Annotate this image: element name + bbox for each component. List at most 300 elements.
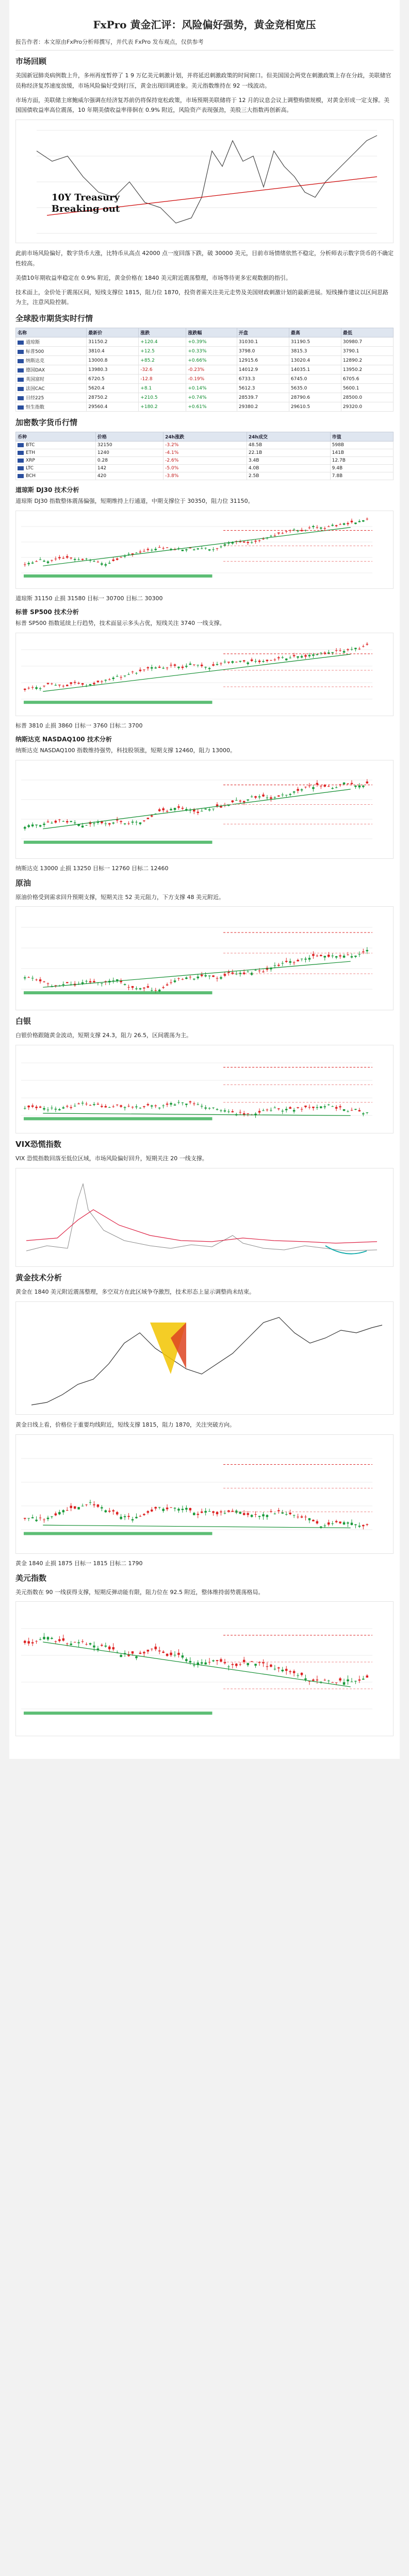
candle-body [139,1653,141,1654]
flag-icon [18,350,24,354]
candle-body [124,675,126,676]
candle-body [31,1106,34,1107]
candle-body [289,1513,291,1514]
table-header-cell: 最高 [289,328,341,337]
table-cell: 3.4B [247,457,330,465]
candle-body [312,1519,314,1521]
section-heading-usd: 美元指数 [15,1573,47,1583]
table-header-cell: 涨跌 [139,328,186,337]
table-cell: 6720.5 [87,375,139,384]
support-band [24,1532,212,1535]
candle-body [285,1109,287,1111]
candle-body [43,561,45,562]
candle-body [81,1103,84,1104]
support-band [24,1712,212,1715]
candle-body [24,1518,26,1519]
candle-body [112,1647,114,1649]
candle-body [282,533,284,534]
candle-body [108,679,110,680]
article-meta: 报告作者：本文原由FxPro分析师撰写，并代表 FxPro 发布观点，仅供参考 [15,38,394,50]
candle-body [324,652,326,653]
candle-body [285,1669,287,1671]
section-heading-crypto: 加密数字货币行情 [15,418,78,428]
candle-body [262,661,264,662]
candle-body [166,1104,168,1105]
candle-body [77,1507,79,1510]
table-cell: -32.6 [139,365,186,375]
candle-body [139,989,141,990]
dow-chart-svg [16,511,393,588]
candle-body [132,986,134,988]
candle-body [277,1109,280,1110]
candle-body [85,1504,87,1505]
table-cell: 5612.3 [237,384,289,393]
candle-body [77,1642,79,1643]
table-row [16,449,394,457]
table-cell: -3.8% [163,472,247,480]
candle-body [212,1660,214,1662]
table-cell: 142 [95,465,163,472]
candle-body [189,1101,191,1103]
candle-body [204,975,206,976]
table-row [16,337,394,347]
candle-body [362,1524,364,1526]
section-heading-vix: VIX恐慌指数 [15,1140,61,1149]
candle-body [81,982,84,984]
candle-body [289,657,291,658]
table-cell: BTC [16,442,96,449]
candle-body [101,1106,103,1107]
table-cell: -0.19% [186,375,237,384]
candle-body [208,668,210,669]
candle-body [74,682,76,683]
candle-body [70,1107,72,1108]
candle-body [24,1108,26,1109]
candle-body [293,1671,295,1673]
candle-body [120,1517,122,1519]
table-cell: 6745.0 [289,375,341,384]
ndx-chart-svg [16,760,393,858]
table-cell: 5620.4 [87,384,139,393]
candle-body [204,1663,206,1665]
candle-body [247,799,249,800]
candle-body [208,549,210,550]
candle-body [101,1645,103,1646]
table-cell: -2.6% [163,457,247,465]
candle-body [277,795,280,796]
candle-body [93,1504,95,1505]
candle-body [293,1110,295,1112]
candle-body [304,959,306,960]
candle-body [108,823,110,824]
table-row [16,347,394,356]
candle-body [289,961,291,963]
candle-body [224,1111,226,1112]
candle-body [39,1639,41,1640]
candle-body [108,1511,110,1512]
dow-chart [15,511,394,589]
candle-body [282,1512,284,1513]
flag-icon [18,474,24,478]
table-cell: +12.5 [139,347,186,356]
table-cell: 30980.7 [341,337,393,347]
candle-body [74,1106,76,1107]
candle-body [112,560,114,561]
candle-body [247,542,249,543]
candle-body [324,956,326,958]
candle-body [308,958,310,960]
treasury-chart-legend: 10Y Treasury Breaking out [51,192,120,214]
candle-body [204,808,206,809]
table-cell: 31030.1 [237,337,289,347]
candle-body [224,974,226,976]
candle-body [274,659,276,660]
candle-body [216,804,218,806]
candle-body [308,1107,310,1108]
candle-body [39,688,41,689]
candle-body [151,1106,153,1107]
candle-body [285,794,287,795]
table-cell: 29320.0 [341,402,393,412]
section-heading-spx: 标普 SP500 技术分析 [15,608,79,616]
candle-body [343,1683,345,1685]
candle-body [301,1673,303,1675]
candle-body [351,649,353,650]
candle-body [362,520,364,522]
candle-body [147,549,149,550]
candle-body [74,1642,76,1643]
candle-body [208,1511,210,1512]
candle-body [89,684,91,685]
candle-body [143,1514,145,1515]
candle-body [55,1641,57,1642]
table-cell: 29610.5 [289,402,341,412]
candle-body [243,801,245,802]
candle-body [93,683,95,684]
candle-body [254,661,256,662]
candle-body [189,664,191,665]
candle-body [247,1513,249,1515]
candle-body [24,827,26,828]
candle-body [347,1522,349,1523]
candle-body [212,549,214,550]
table-cell: 1240 [95,449,163,457]
candle-body [74,1506,76,1509]
candle-body [101,563,103,565]
candle-body [312,954,314,956]
section-usd [15,1572,394,1737]
candle-body [216,978,218,979]
candle-body [331,1682,333,1683]
candle-body [358,1110,361,1111]
candle-body [251,1515,253,1517]
table-row [16,457,394,465]
candle-body [282,1670,284,1671]
candle-body [177,1102,179,1103]
candle-body [189,1508,191,1511]
flag-icon [18,459,24,463]
candle-body [343,782,345,784]
candle-body [39,979,41,981]
candle-body [101,1507,103,1508]
candle-body [120,821,122,822]
table-cell: +0.66% [186,356,237,365]
flag-icon [18,387,24,391]
candle-body [354,785,356,787]
candle-body [235,1664,237,1666]
candle-body [270,797,272,799]
candle-body [331,788,333,789]
table-cell: 12915.6 [237,356,289,365]
candle-body [304,655,306,656]
candle-body [135,1656,137,1658]
candle-body [220,1659,222,1662]
candle-body [108,1647,110,1649]
global-futures-table [15,328,394,412]
candle-body [304,1679,306,1680]
candle-body [277,532,280,533]
candle-body [132,671,134,672]
usd-chart [15,1601,394,1736]
candle-body [270,1110,272,1111]
candle-body [304,1106,306,1107]
candle-body [97,1104,99,1105]
candle-body [347,1680,349,1682]
candle-body [31,1517,34,1518]
candle-body [62,1510,64,1512]
candle-body [358,521,361,522]
candle-body [343,651,345,653]
gold-daily-chart-svg [16,1435,393,1553]
candle-body [304,1516,306,1517]
candle-body [339,956,341,957]
candle-body [89,1643,91,1645]
candle-body [70,1644,72,1646]
caption-dow: 道琼斯 31150 止损 31580 目标一 30700 目标二 30300 [15,595,163,602]
candle-body [201,548,203,549]
candle-body [239,660,241,662]
candle-body [124,985,126,986]
paragraph-ndx: 纳斯达克 NASDAQ100 指数维持强势，科技股领涨，短期支撑 12460，阻力 13000。 [15,747,236,754]
table-cell: 32150 [95,442,163,449]
candle-body [166,1507,168,1509]
candle-body [339,1679,341,1681]
candle-body [227,662,230,663]
table-cell: 4.0B [247,465,330,472]
candle-body [158,667,160,668]
table-header-cell: 涨跌幅 [186,328,237,337]
candle-body [177,806,179,808]
candle-body [120,557,122,558]
gold-long-chart [15,1301,394,1415]
section-heading-gold: 黄金技术分析 [15,1273,62,1282]
candle-body [116,558,118,560]
table-cell: -4.1% [163,449,247,457]
candle-body [55,558,57,559]
candle-body [154,1647,156,1649]
candle-body [143,1652,145,1654]
flag-icon [18,466,24,470]
candle-body [124,1107,126,1108]
candle-body [35,824,37,825]
table-cell: 6705.6 [341,375,393,384]
table-cell: 420 [95,472,163,480]
candle-body [331,1106,333,1107]
table-cell: BCH [16,472,96,480]
section-oil [15,877,394,1011]
candle-body [316,783,318,784]
candle-body [58,1109,60,1110]
flag-icon [18,368,24,372]
candle-body [324,1680,326,1681]
table-row [16,442,394,449]
candle-body [147,1104,149,1105]
candle-body [139,552,141,553]
table-header-cell: 开盘 [237,328,289,337]
candle-body [166,547,168,548]
table-row [16,402,394,412]
candle-body [277,1510,280,1511]
candle-body [147,1511,149,1513]
candle-body [208,809,210,810]
candle-body [147,818,149,819]
table-cell: ETH [16,449,96,457]
candle-body [55,1109,57,1110]
table-cell: 13950.2 [341,365,393,375]
table-cell: +0.14% [186,384,237,393]
candle-body [351,1110,353,1111]
candle-body [51,560,53,561]
table-cell: 29380.2 [237,402,289,412]
candle-body [216,664,218,665]
flag-icon [18,341,24,345]
candle-body [216,1512,218,1514]
table-row [16,472,394,480]
candle-body [93,1646,95,1648]
section-ndx [15,735,394,872]
candle-body [258,1111,260,1113]
table-cell: 纳斯达克 [16,356,87,365]
table-cell: +0.33% [186,347,237,356]
candle-body [201,975,203,976]
table-cell: -3.2% [163,442,247,449]
candle-body [182,550,184,551]
candle-body [277,965,280,966]
candle-body [185,978,187,979]
table-cell: 14012.9 [237,365,289,375]
section-heading-silver: 白银 [15,1016,31,1026]
candle-body [358,1526,361,1527]
candle-body [277,657,280,658]
candle-body [247,1113,249,1114]
table-cell: 日经225 [16,393,87,402]
candle-body [232,1111,234,1112]
paragraph-spx: 标普 SP500 指数延续上行趋势，技术面显示多头占优，短线关注 3740 一线支撑。 [15,619,225,626]
candle-body [120,1106,122,1107]
candle-body [70,821,72,822]
candle-body [116,1512,118,1514]
table-cell: 12.7B [330,457,393,465]
candle-body [174,980,176,982]
candle-body [43,1108,45,1110]
candle-body [347,523,349,524]
candle-body [335,1107,337,1109]
candle-body [258,796,260,797]
candle-body [220,977,222,979]
candle-body [177,978,179,979]
table-cell: 13000.8 [87,356,139,365]
table-cell: 5635.0 [289,384,341,393]
candle-body [270,1665,272,1667]
flag-icon [18,443,24,447]
paragraph-usd: 美元指数在 90 一线获得支撑，短期反弹动能有限，阻力位在 92.5 附近，整体维持弱势震荡格局。 [15,1588,264,1596]
candle-body [251,796,253,797]
candle-body [66,821,68,822]
table-cell: +180.2 [139,402,186,412]
candle-body [232,1664,234,1665]
candle-body [158,1651,160,1652]
paragraph-market-4: 美债10年期收益率稳定在 0.9% 附近，黄金价格在 1840 美元附近震荡整理，市场等待更多宏观数据的指引。 [15,274,291,281]
candle-body [301,1109,303,1110]
candle-body [324,1107,326,1108]
candle-body [254,541,256,542]
table-cell: 48.5B [247,442,330,449]
candle-body [277,1668,280,1669]
table-header-cell: 24h成交 [247,432,330,442]
support-band [24,840,212,843]
candle-body [27,563,29,564]
candle-body [289,794,291,795]
candle-body [66,1644,68,1645]
candle-body [177,667,179,668]
candle-body [151,990,153,991]
table-cell: +120.4 [139,337,186,347]
candle-body [212,664,214,666]
candle-body [93,981,95,982]
vix-chart [15,1168,394,1267]
candle-body [47,1637,49,1640]
candle-body [101,681,103,682]
candle-body [132,821,134,822]
candle-body [147,987,149,988]
candle-body [151,1649,153,1650]
candle-body [339,524,341,525]
candle-body [204,1511,206,1512]
section-vix [15,1139,394,1267]
table-cell: 3815.3 [289,347,341,356]
table-cell: 标普500 [16,347,87,356]
candle-body [139,822,141,824]
candle-body [85,558,87,559]
candle-body [154,990,156,991]
candle-body [347,783,349,784]
candle-body [182,1509,184,1510]
article-title: FxPro 黄金汇评：风险偏好强势，黄金竞相宽压 [93,19,316,31]
candle-body [224,545,226,546]
candle-body [24,977,26,978]
candle-body [154,1506,156,1508]
candle-body [70,682,72,684]
table-cell: +210.5 [139,393,186,402]
table-cell: 道琼斯 [16,337,87,347]
candle-body [143,669,145,670]
caption-gold: 黄金 1840 止损 1875 目标一 1815 目标二 1790 [15,1560,143,1567]
candle-body [243,660,245,661]
candle-body [362,1679,364,1680]
candle-body [162,548,164,549]
candle-body [274,1513,276,1514]
candle-body [47,562,49,563]
